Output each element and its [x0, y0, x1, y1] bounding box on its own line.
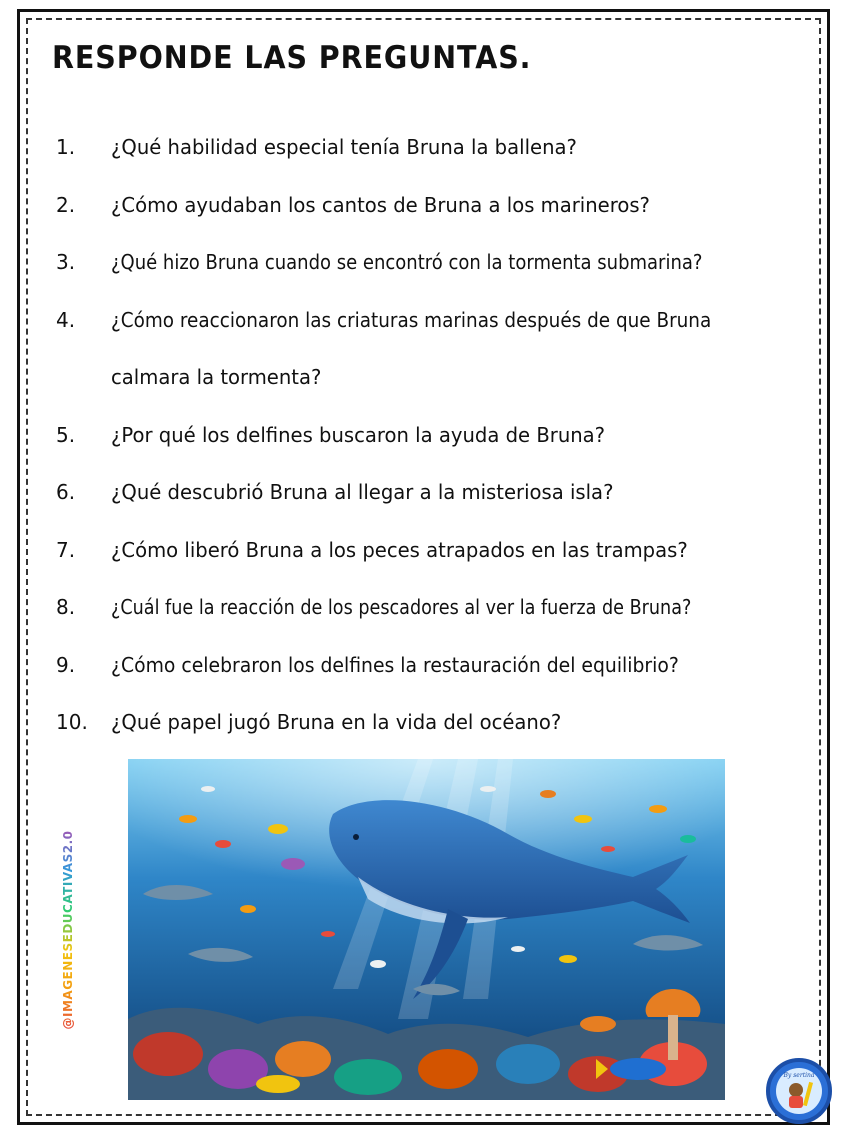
question-item — [0, 132, 853, 162]
question-item — [0, 247, 853, 277]
question-text: ¿Por qué los delfines buscaron la ayuda de Bruna? — [111, 423, 606, 447]
question-text-continuation: calmara la tormenta? — [111, 365, 322, 389]
question-text: ¿Qué hizo Bruna cuando se encontró con la tormenta submarina? — [111, 250, 703, 274]
ocean-scene-svg — [128, 759, 725, 1100]
badge-inner-circle — [776, 1068, 822, 1114]
question-number: 8. — [56, 595, 76, 619]
question-number: 1. — [56, 135, 76, 159]
question-item — [0, 305, 853, 335]
question-item — [0, 650, 853, 680]
ocean-whale-illustration — [128, 759, 725, 1100]
badge-text: By sertina — [783, 1072, 815, 1079]
author-badge — [766, 1058, 832, 1124]
question-number: 5. — [56, 423, 76, 447]
question-text: ¿Qué descubrió Bruna al llegar a la misteriosa isla? — [111, 480, 614, 504]
question-item — [0, 592, 853, 622]
question-number: 2. — [56, 193, 76, 217]
question-text: ¿Qué papel jugó Bruna en la vida del océano? — [111, 710, 562, 734]
question-item — [0, 190, 853, 220]
question-item — [0, 362, 853, 392]
question-text: ¿Cómo celebraron los delfines la restauración del equilibrio? — [111, 653, 679, 677]
question-item — [0, 707, 853, 737]
question-text: ¿Cómo liberó Bruna a los peces atrapados en las trampas? — [111, 538, 688, 562]
question-text: ¿Cómo ayudaban los cantos de Bruna a los marineros? — [111, 193, 650, 217]
worksheet-title: RESPONDE LAS PREGUNTAS. — [52, 40, 532, 76]
question-number: 4. — [56, 308, 76, 332]
question-number: 3. — [56, 250, 76, 274]
question-number: 9. — [56, 653, 76, 677]
question-text: ¿Cuál fue la reacción de los pescadores al ver la fuerza de Bruna? — [111, 595, 692, 619]
question-number: 6. — [56, 480, 76, 504]
question-number: 10. — [56, 710, 88, 734]
question-item — [0, 477, 853, 507]
question-item — [0, 535, 853, 565]
question-text: ¿Qué habilidad especial tenía Bruna la ballena? — [111, 135, 577, 159]
question-number: 7. — [56, 538, 76, 562]
watermark-text: @IMAGENESEDUCATIVAS2.0 — [61, 830, 75, 1030]
question-item — [0, 420, 853, 450]
question-text: ¿Cómo reaccionaron las criaturas marinas después de que Bruna — [111, 308, 712, 332]
